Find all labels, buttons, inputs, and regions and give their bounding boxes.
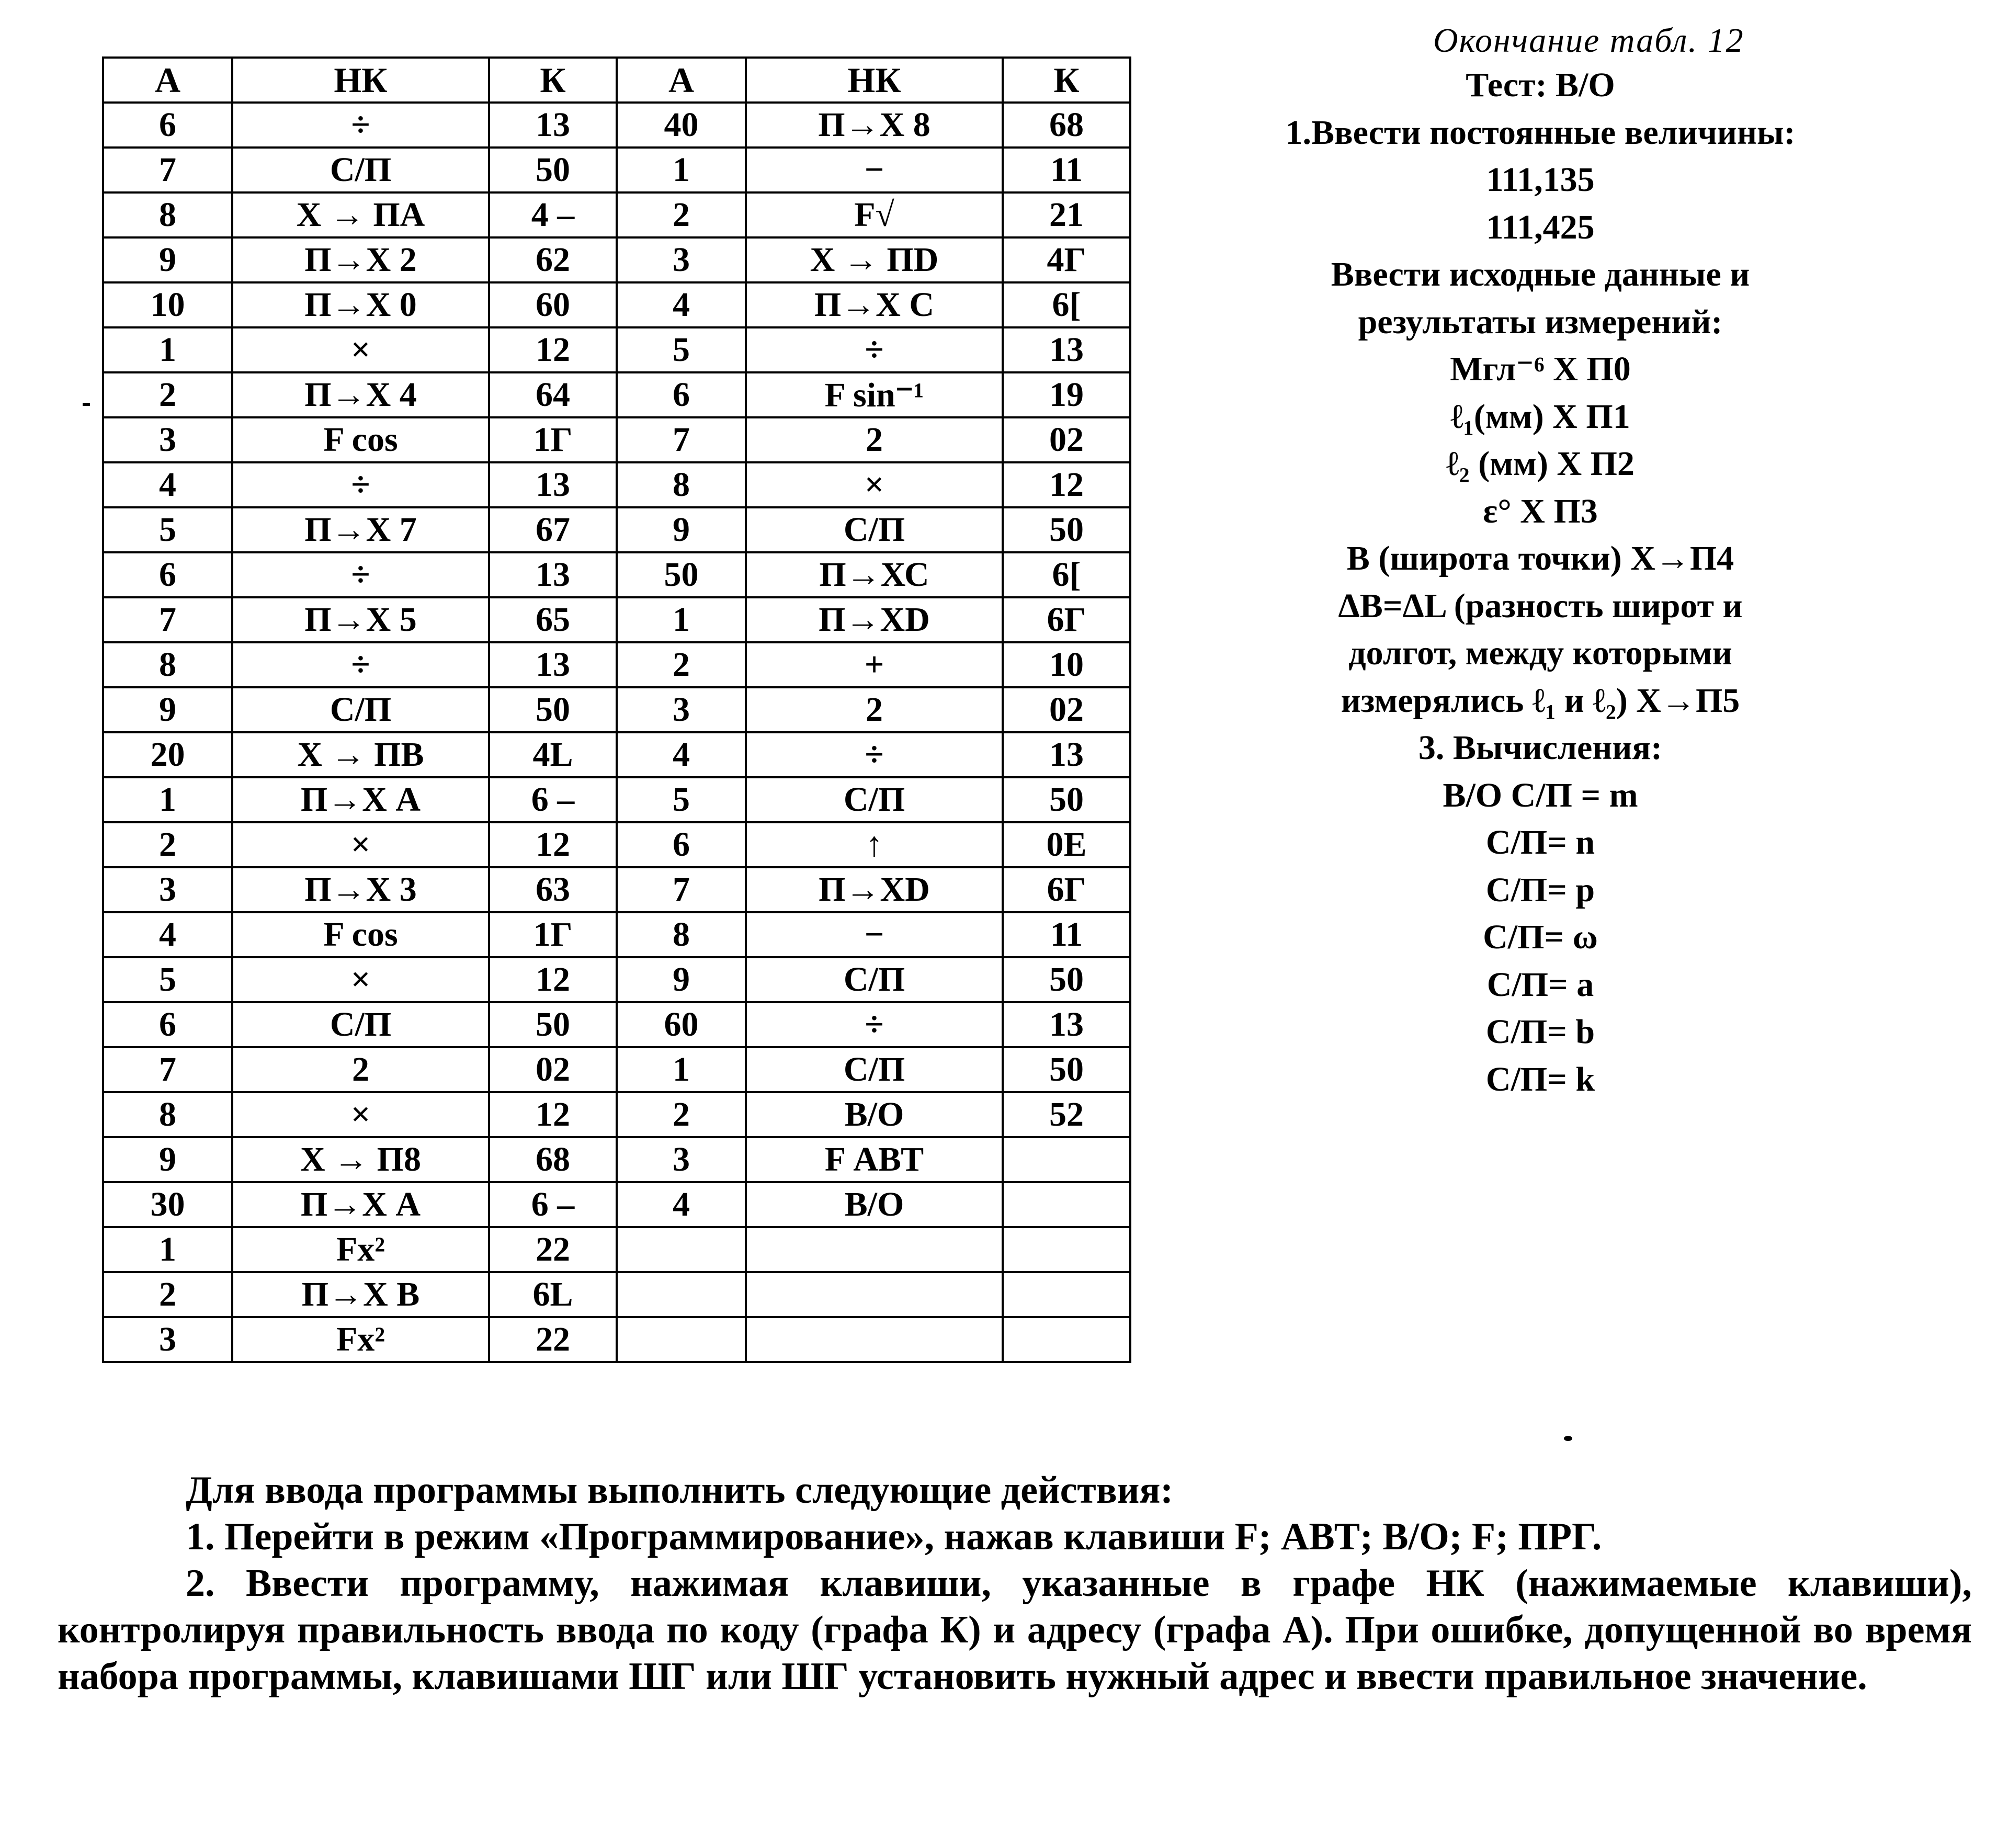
table-cell: П→Х 4 [232, 372, 489, 417]
instruction-line: В (широта точки) Х→П4 [1346, 539, 1734, 577]
table-row [103, 192, 1130, 237]
table-cell: 2 [103, 372, 232, 417]
table-cell: Х → ПА [232, 192, 489, 237]
table-cell: 68 [489, 1137, 617, 1182]
table-cell: 5 [617, 777, 746, 822]
table-cell: 6[ [1003, 282, 1130, 327]
table-row [103, 103, 1130, 148]
table-cell [1003, 1182, 1130, 1227]
table-cell: С/П [746, 1047, 1003, 1092]
instruction-line: ℓ₂ (мм) Х П2 [1446, 445, 1635, 483]
table-row [103, 957, 1130, 1002]
table-cell: 2 [617, 192, 746, 237]
table-cell [1003, 1272, 1130, 1317]
table-cell: − [746, 912, 1003, 957]
stray-mark [83, 403, 90, 406]
table-cell: П→Х 5 [232, 597, 489, 642]
table-cell: 50 [489, 148, 617, 192]
table-cell: 13 [489, 552, 617, 597]
instruction-line: Ввести исходные данные и [1331, 255, 1750, 293]
table-row [103, 1182, 1130, 1227]
table-cell: 2 [746, 687, 1003, 732]
table-row [103, 642, 1130, 687]
instruction-line: ε° Х П3 [1483, 492, 1598, 530]
table-cell: 13 [489, 103, 617, 148]
table-cell: 9 [103, 1137, 232, 1182]
table-cell: 13 [489, 462, 617, 507]
table-cell: 50 [489, 687, 617, 732]
table-cell: ÷ [232, 642, 489, 687]
table-cell: 8 [617, 912, 746, 957]
table-row [103, 282, 1130, 327]
table-cell: F sin⁻¹ [746, 372, 1003, 417]
table-cell: 3 [103, 1317, 232, 1362]
table-cell: 7 [103, 1047, 232, 1092]
instruction-line: С/П= b [1485, 1013, 1595, 1051]
instruction-line: Тест: В/О [1466, 66, 1615, 104]
table-cell: 1 [103, 777, 232, 822]
table-cell: 8 [103, 642, 232, 687]
table-cell: 5 [103, 507, 232, 552]
table-cell: 50 [1003, 507, 1130, 552]
table-cell: 02 [1003, 417, 1130, 462]
table-row [103, 507, 1130, 552]
table-cell: 52 [1003, 1092, 1130, 1137]
table-cell: 8 [617, 462, 746, 507]
table-cell: − [746, 148, 1003, 192]
instruction-line: С/П= ω [1483, 918, 1598, 956]
table-cell: ↑ [746, 822, 1003, 867]
table-cell: 11 [1003, 912, 1130, 957]
table-cell: × [232, 957, 489, 1002]
table-cell: С/П [232, 148, 489, 192]
table-row [103, 867, 1130, 912]
table-row [103, 777, 1130, 822]
table-cell: Х → ПВ [232, 732, 489, 777]
table-cell [1003, 1317, 1130, 1362]
table-cell: F cos [232, 912, 489, 957]
table-cell: П→Х А [232, 777, 489, 822]
table-row [103, 148, 1130, 192]
instruction-line: 111,425 [1486, 208, 1595, 246]
paragraph-step-1: 1. Перейти в режим «Программирование», нажав клавиши F; АВТ; В/О; F; ПРГ. [186, 1515, 1602, 1558]
paragraph-step-2: 2. Ввести программу, нажимая клавиши, указанные в графе НК (нажимаемые клавиши), контролируя правильность ввода по коду (графа К) и адресу (графа А). При ошибке, допущенной во время набора программы, клавишами ШГ или ШГ установить нужный адрес и ввести правильное значение. [58, 1562, 1972, 1698]
instruction-line: С/П= p [1485, 870, 1595, 909]
table-cell: 60 [617, 1002, 746, 1047]
table-row [103, 237, 1130, 282]
table-cell: П→Х 3 [232, 867, 489, 912]
column-header: НК [746, 58, 1003, 103]
table-cell: 3 [617, 1137, 746, 1182]
table-cell: 2 [232, 1047, 489, 1092]
table-cell: Fx² [232, 1227, 489, 1272]
table-cell: 12 [489, 822, 617, 867]
table-cell: П→ХС [746, 552, 1003, 597]
instruction-line: ΔB=ΔL (разность широт и [1338, 586, 1743, 625]
instruction-line: результаты измерений: [1358, 302, 1723, 341]
instruction-line: В/О С/П = m [1443, 776, 1638, 814]
table-cell: 13 [1003, 1002, 1130, 1047]
table-cell: 8 [103, 192, 232, 237]
instruction-line: 111,135 [1486, 161, 1595, 199]
table-cell: 68 [1003, 103, 1130, 148]
table-row [103, 1227, 1130, 1272]
table-cell: 13 [489, 642, 617, 687]
table-row [103, 1272, 1130, 1317]
table-cell: F cos [232, 417, 489, 462]
table-cell: 50 [1003, 957, 1130, 1002]
column-header: А [103, 58, 232, 103]
table-cell: 9 [103, 687, 232, 732]
table-cell: 1 [617, 597, 746, 642]
table-cell: 6L [489, 1272, 617, 1317]
table-cell: С/П [746, 957, 1003, 1002]
table-row [103, 1047, 1130, 1092]
table-cell: 1 [103, 1227, 232, 1272]
table-cell [1003, 1137, 1130, 1182]
table-cell: ÷ [232, 462, 489, 507]
table-cell: П→Х С [746, 282, 1003, 327]
table-cell: 4 [617, 732, 746, 777]
table-cell: 0Е [1003, 822, 1130, 867]
table-cell: 62 [489, 237, 617, 282]
table-cell: П→Х А [232, 1182, 489, 1227]
table-cell: 6[ [1003, 552, 1130, 597]
table-cell: F АВТ [746, 1137, 1003, 1182]
table-cell: В/О [746, 1182, 1003, 1227]
table-cell: 2 [103, 1272, 232, 1317]
table-cell: 7 [617, 417, 746, 462]
table-cell: 6 [103, 552, 232, 597]
table-cell: С/П [746, 777, 1003, 822]
table-cell: П→Х 7 [232, 507, 489, 552]
table-cell: 3 [617, 687, 746, 732]
table-cell [617, 1227, 746, 1272]
table-cell [617, 1317, 746, 1362]
table-cell: 1 [617, 1047, 746, 1092]
table-cell: 6 [617, 822, 746, 867]
table-row [103, 732, 1130, 777]
table-cell: 7 [103, 148, 232, 192]
column-header: НК [232, 58, 489, 103]
table-caption: Окончание табл. 12 [1433, 21, 1744, 60]
table-row [103, 597, 1130, 642]
table-cell: П→ХD [746, 597, 1003, 642]
table-cell: Х → ПD [746, 237, 1003, 282]
table-cell: П→Х В [232, 1272, 489, 1317]
table-cell: 22 [489, 1317, 617, 1362]
table-cell: 7 [103, 597, 232, 642]
table-cell: 3 [103, 417, 232, 462]
table-cell: 9 [617, 507, 746, 552]
column-header: К [489, 58, 617, 103]
instruction-line: Мгл⁻⁶ Х П0 [1450, 350, 1631, 388]
table-cell: П→ХD [746, 867, 1003, 912]
table-cell: 12 [489, 327, 617, 372]
table-cell: 20 [103, 732, 232, 777]
table-cell: × [746, 462, 1003, 507]
table-cell [746, 1227, 1003, 1272]
table-cell: 2 [617, 1092, 746, 1137]
table-cell: С/П [232, 1002, 489, 1047]
table-cell: 6Г [1003, 867, 1130, 912]
table-cell: 4L [489, 732, 617, 777]
table-row [103, 552, 1130, 597]
table-cell: 6 [617, 372, 746, 417]
table-cell: 22 [489, 1227, 617, 1272]
table-cell: 60 [489, 282, 617, 327]
table-cell: 30 [103, 1182, 232, 1227]
table-cell: 7 [617, 867, 746, 912]
stray-mark [1564, 1436, 1572, 1441]
table-cell: С/П [746, 507, 1003, 552]
table-cell: 1Г [489, 417, 617, 462]
table-row [103, 687, 1130, 732]
table-cell: 64 [489, 372, 617, 417]
table-cell: ÷ [746, 327, 1003, 372]
table-cell: 6 – [489, 1182, 617, 1227]
instruction-line: 1.Ввести постоянные величины: [1285, 113, 1796, 152]
table-cell: × [232, 1092, 489, 1137]
table-cell: Х → П8 [232, 1137, 489, 1182]
table-cell: 10 [103, 282, 232, 327]
table-cell: 2 [617, 642, 746, 687]
table-cell: 13 [1003, 327, 1130, 372]
table-cell: 2 [103, 822, 232, 867]
instructions-block [1156, 62, 1925, 1103]
table-cell: 65 [489, 597, 617, 642]
table-row [103, 1092, 1130, 1137]
table-cell: F√ [746, 192, 1003, 237]
table-cell: 50 [617, 552, 746, 597]
table-cell: 5 [103, 957, 232, 1002]
table-cell: 8 [103, 1092, 232, 1137]
table-cell: ÷ [746, 732, 1003, 777]
table-cell: В/О [746, 1092, 1003, 1137]
program-table [102, 56, 1131, 1363]
table-cell [746, 1272, 1003, 1317]
instruction-line: измерялись ℓ₁ и ℓ₂) Х→П5 [1341, 681, 1740, 720]
table-cell: × [232, 327, 489, 372]
instruction-line: С/П= k [1485, 1060, 1595, 1098]
table-cell: 1 [617, 148, 746, 192]
table-cell: 40 [617, 103, 746, 148]
table-cell: + [746, 642, 1003, 687]
table-cell: ÷ [232, 103, 489, 148]
table-cell [1003, 1227, 1130, 1272]
table-cell: 12 [489, 957, 617, 1002]
instruction-line: С/П= n [1485, 823, 1595, 861]
table-cell: 12 [489, 1092, 617, 1137]
table-row [103, 1137, 1130, 1182]
table-cell: 50 [1003, 777, 1130, 822]
table-cell: 02 [1003, 687, 1130, 732]
table-cell: 19 [1003, 372, 1130, 417]
table-cell [746, 1317, 1003, 1362]
table-row [103, 1317, 1130, 1362]
table-cell: 5 [617, 327, 746, 372]
instruction-line: ℓ₁(мм) Х П1 [1450, 397, 1630, 436]
table-cell: 12 [1003, 462, 1130, 507]
table-cell [617, 1272, 746, 1317]
table-cell: ÷ [232, 552, 489, 597]
table-cell: 4 [103, 912, 232, 957]
instruction-line: 3. Вычисления: [1418, 729, 1663, 767]
table-cell: 10 [1003, 642, 1130, 687]
paragraph-intro: Для ввода программы выполнить следующие действия: [186, 1469, 1174, 1512]
table-cell: ÷ [746, 1002, 1003, 1047]
table-cell: 4 – [489, 192, 617, 237]
table-cell: 11 [1003, 148, 1130, 192]
table-cell: П→Х 0 [232, 282, 489, 327]
table-cell: 2 [746, 417, 1003, 462]
table-row [103, 462, 1130, 507]
column-header: А [617, 58, 746, 103]
table-cell: 21 [1003, 192, 1130, 237]
table-cell: 50 [1003, 1047, 1130, 1092]
table-row [103, 417, 1130, 462]
table-cell: × [232, 822, 489, 867]
column-header: К [1003, 58, 1130, 103]
table-cell: 63 [489, 867, 617, 912]
table-cell: 4 [103, 462, 232, 507]
table-cell: 13 [1003, 732, 1130, 777]
instruction-line: долгот, между которыми [1348, 634, 1732, 672]
table-cell: 4 [617, 282, 746, 327]
table-cell: Fx² [232, 1317, 489, 1362]
table-cell: 50 [489, 1002, 617, 1047]
table-row [103, 372, 1130, 417]
body-text [58, 1467, 1972, 1700]
table-cell: 1Г [489, 912, 617, 957]
table-cell: 9 [103, 237, 232, 282]
table-cell: 67 [489, 507, 617, 552]
table-row [103, 912, 1130, 957]
table-cell: 02 [489, 1047, 617, 1092]
table-cell: 6Г [1003, 597, 1130, 642]
table-cell: 4Г [1003, 237, 1130, 282]
table-cell: П→Х 8 [746, 103, 1003, 148]
table-row [103, 822, 1130, 867]
table-row [103, 1002, 1130, 1047]
table-row [103, 327, 1130, 372]
table-cell: 9 [617, 957, 746, 1002]
table-cell: 6 [103, 103, 232, 148]
table-cell: 3 [103, 867, 232, 912]
table-cell: 4 [617, 1182, 746, 1227]
table-cell: 3 [617, 237, 746, 282]
table-cell: С/П [232, 687, 489, 732]
instruction-line: С/П= a [1486, 965, 1594, 1004]
table-cell: П→Х 2 [232, 237, 489, 282]
table-header-row [103, 58, 1130, 103]
table-cell: 1 [103, 327, 232, 372]
table-cell: 6 [103, 1002, 232, 1047]
table-cell: 6 – [489, 777, 617, 822]
